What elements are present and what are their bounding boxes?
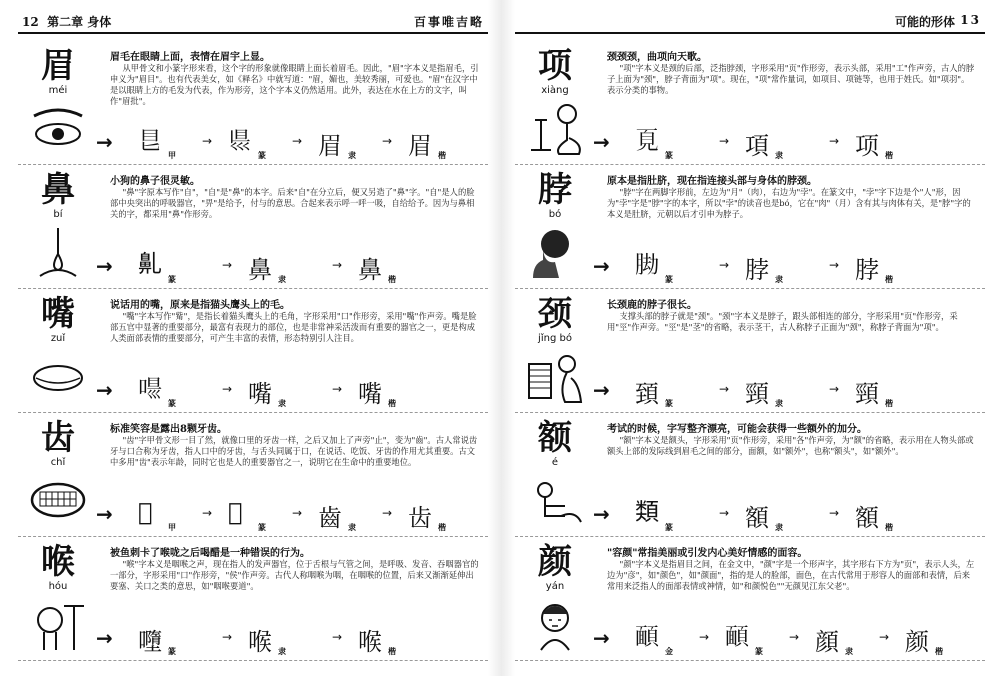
script-evolution xyxy=(96,620,486,656)
stage-arrow-icon: → xyxy=(829,382,840,396)
headword-char: 额 xyxy=(538,418,572,458)
script-stage-label: 篆 xyxy=(665,150,673,160)
headword-pinyin: chǐ xyxy=(50,457,66,468)
nose-icon xyxy=(28,224,88,280)
script-stage-glyph: 齒 xyxy=(318,504,342,532)
script-stage-glyph: 眉 xyxy=(318,132,342,160)
stage-arrow-icon: → xyxy=(332,258,343,272)
script-stage-glyph: 𪗓 xyxy=(228,498,243,526)
evolution-arrow-icon: → xyxy=(96,502,113,526)
char-entry xyxy=(515,170,985,289)
headword-pinyin: méi xyxy=(48,85,68,96)
headword-pinyin: bó xyxy=(548,209,562,220)
script-stage-glyph: 項 xyxy=(745,132,769,160)
script-stage-label: 楷 xyxy=(388,646,396,656)
entry-title: 标准笑容是露出8颗牙齿。 xyxy=(110,424,227,435)
entry-description: "颜"字本义是指眉目之间，在金文中，"颜"字是一个形声字，其字形右下方为"页"，表示人头，左边为"彦"，如"颜色"，如"颜面"，指的是人的脸部，面色，在古代常用于形容人的面部和表情，后来常用来泛指人的面部表情或神情，如"和颜悦色""无颜见江东父老"。 xyxy=(607,559,975,591)
script-stage-glyph: 𩑋 xyxy=(635,127,659,155)
script-stage-glyph: 𦛕 xyxy=(635,251,659,279)
script-stage-label: 隶 xyxy=(845,646,853,656)
script-stage-label: 甲 xyxy=(168,522,176,532)
char-entry xyxy=(18,542,488,661)
entry-description: "喉"字本义是咽喉之声，现在指人的发声器官，位于舌根与气管之间，是呼吸、发音、吞咽器官的一部分，字形采用"口"作形旁，"侯"作声旁。古代人称咽喉为咽，在咽喉的位置，后来又渐渐延伸出要塞、关口之类的意思，如"咽喉要道"。 xyxy=(110,559,479,591)
script-stage-glyph: 颜 xyxy=(905,628,929,656)
script-stage-label: 楷 xyxy=(885,274,893,284)
stage-arrow-icon: → xyxy=(292,134,303,148)
stage-arrow-icon: → xyxy=(292,506,303,520)
script-stage-label: 楷 xyxy=(885,150,893,160)
script-stage-label: 篆 xyxy=(168,398,176,408)
script-stage-label: 隶 xyxy=(775,274,783,284)
neck-back-icon xyxy=(525,100,585,156)
headword-char: 脖 xyxy=(538,170,572,210)
char-entry xyxy=(18,46,488,165)
eye-brow-icon xyxy=(28,100,88,156)
stage-arrow-icon: → xyxy=(789,630,800,644)
mouth-icon xyxy=(28,348,88,404)
script-stage-glyph: 𥃩 xyxy=(138,127,162,155)
stage-arrow-icon: → xyxy=(222,382,233,396)
script-stage-label: 隶 xyxy=(278,398,286,408)
headword-char: 鼻 xyxy=(41,170,75,210)
stage-arrow-icon: → xyxy=(332,630,343,644)
book-gutter xyxy=(488,0,515,676)
char-entry xyxy=(18,294,488,413)
script-stage-label: 篆 xyxy=(665,274,673,284)
entry-title: 小狗的鼻子很灵敏。 xyxy=(110,176,200,187)
script-stage-label: 楷 xyxy=(885,398,893,408)
script-evolution xyxy=(593,124,983,160)
evolution-arrow-icon: → xyxy=(593,502,610,526)
script-stage-glyph: 𩔁 xyxy=(725,623,749,651)
script-stage-glyph: 喉 xyxy=(358,628,382,656)
script-evolution xyxy=(593,620,983,656)
script-stage-label: 隶 xyxy=(775,150,783,160)
script-stage-glyph: 頸 xyxy=(855,380,879,408)
script-stage-glyph: 项 xyxy=(855,132,879,160)
headword-char: 眉 xyxy=(41,46,75,86)
script-stage-label: 金 xyxy=(665,646,673,656)
right-page-number: 13 xyxy=(960,13,981,27)
script-stage-label: 隶 xyxy=(278,646,286,656)
stage-arrow-icon: → xyxy=(382,134,393,148)
evolution-arrow-icon: → xyxy=(96,130,113,154)
script-stage-label: 篆 xyxy=(755,646,763,656)
stage-arrow-icon: → xyxy=(829,506,840,520)
char-entry xyxy=(515,418,985,537)
script-stage-glyph: 眉 xyxy=(408,132,432,160)
script-stage-glyph: 嘴 xyxy=(358,380,382,408)
headword-pinyin: yán xyxy=(545,581,565,592)
entry-description: "项"字本义是颈的后部，泛指脖颈，字形采用"页"作形旁，表示头部，采用"工"作声旁，古人的脖子上面为"颈"，脖子背面为"项"。现在，"项"常作量词，如项目、项链等，也用于姓氏。如"项羽"。表示分类的事物。 xyxy=(607,63,975,95)
headword-pinyin: jǐng bó xyxy=(538,333,572,344)
script-stage-glyph: 𩔖 xyxy=(635,498,659,526)
entry-description: "齿"字甲骨文形一目了然，就像口里的牙齿一样，之后又加上了声旁"止"，变为"齒"。古人常说齿牙与口合称为牙齿，指人口中的牙齿，与舌头同属于口，在说话、吃饭、牙齿的作用尤其重要。古文中多用"齿"表示年龄，同时它也是人的重要器官之一，说明它在生命中的重要地位。 xyxy=(110,435,478,467)
stage-arrow-icon: → xyxy=(222,258,233,272)
teeth-icon xyxy=(28,472,88,528)
stage-arrow-icon: → xyxy=(382,506,393,520)
evolution-arrow-icon: → xyxy=(96,378,113,402)
script-stage-glyph: 額 xyxy=(745,504,769,532)
script-evolution xyxy=(593,372,983,408)
entry-title: 说话用的嘴，原来是指猫头鹰头上的毛。 xyxy=(110,300,290,311)
evolution-arrow-icon: → xyxy=(593,626,610,650)
script-stage-label: 甲 xyxy=(168,150,176,160)
script-stage-label: 楷 xyxy=(438,522,446,532)
script-stage-glyph: 顔 xyxy=(815,628,839,656)
char-entry xyxy=(515,46,985,165)
entry-title: 考试的时候，字写整齐漂亮，可能会获得一些额外的加分。 xyxy=(607,424,867,435)
stage-arrow-icon: → xyxy=(222,630,233,644)
script-stage-label: 楷 xyxy=(935,646,943,656)
script-stage-glyph: 𩒐 xyxy=(635,380,659,408)
stage-arrow-icon: → xyxy=(719,506,730,520)
script-evolution xyxy=(96,124,486,160)
script-stage-glyph: 𥄉 xyxy=(228,127,252,155)
left-book-title: 百事唯吉略 xyxy=(413,15,484,29)
char-entry xyxy=(515,294,985,413)
entry-title: 颈颈颈，曲项向天歌。 xyxy=(607,52,707,63)
script-stage-glyph: 𪖐 xyxy=(138,250,162,278)
headword-char: 颜 xyxy=(538,542,572,582)
stage-arrow-icon: → xyxy=(719,258,730,272)
stage-arrow-icon: → xyxy=(699,630,710,644)
entry-description: "鼻"字原本写作"自"，"自"是"鼻"的本字。后来"自"在分立后，便又另造了"鼻"字。"自"是人的脸部中央突出的呼吸器官，"畀"是给予，付与的意思。合起来表示呼一呼一吸，自给给予。因为与鼻相关的字，都采用"鼻"作形旁。 xyxy=(110,187,475,219)
headword-char: 嘴 xyxy=(41,294,75,334)
script-stage-label: 篆 xyxy=(258,150,266,160)
woman-face-icon xyxy=(525,596,585,652)
entry-title: 原本是指肚脐，现在指连接头部与身体的脖颈。 xyxy=(607,176,817,187)
char-entry xyxy=(515,542,985,661)
headword-pinyin: zuǐ xyxy=(50,333,66,344)
script-stage-glyph: 鼻 xyxy=(358,256,382,284)
script-stage-label: 楷 xyxy=(885,522,893,532)
headword-pinyin: é xyxy=(551,457,559,468)
script-stage-label: 隶 xyxy=(278,274,286,284)
script-stage-glyph: 頸 xyxy=(745,380,769,408)
left-page-number-chapter: 12 第二章 身体 xyxy=(22,15,112,29)
evolution-arrow-icon: → xyxy=(593,254,610,278)
script-stage-label: 楷 xyxy=(438,150,446,160)
script-evolution xyxy=(96,248,486,284)
script-stage-glyph: 脖 xyxy=(855,256,879,284)
left-page-header xyxy=(18,10,488,34)
evolution-arrow-icon: → xyxy=(593,378,610,402)
char-entry xyxy=(18,170,488,289)
script-stage-label: 篆 xyxy=(258,522,266,532)
evolution-arrow-icon: → xyxy=(96,254,113,278)
entry-title: 眉毛在眼睛上面，表情在眉宇上显。 xyxy=(110,52,270,63)
script-stage-glyph: 𠸵 xyxy=(138,375,162,403)
script-stage-glyph: 𠚕 xyxy=(138,498,153,526)
stage-arrow-icon: → xyxy=(829,258,840,272)
script-stage-glyph: 嘴 xyxy=(248,380,272,408)
entry-description: 支撑头部的脖子就是"颈"。"颈"字本义是脖子，跟头部相连的部分，字形采用"页"作形旁，采用"巠"作声旁。"巠"是"茎"的省略，表示茎干，古人称脖子正面为"颈"，称脖子背面为"项"。 xyxy=(607,311,958,332)
evolution-arrow-icon: → xyxy=(96,626,113,650)
script-stage-glyph: 脖 xyxy=(745,256,769,284)
script-stage-label: 篆 xyxy=(665,522,673,532)
right-page xyxy=(515,0,985,676)
script-evolution xyxy=(593,496,983,532)
entry-description: "脖"字在两脚字形前，左边为"月"（肉），右边为"孛"。在篆文中，"孛"字下边是个"人"形，因为"孛"字是"脖"字的本字，所以"孛"的读音也是bó，它在"肉"（月）含有其与肉体有关，是"脖"字的本义是肚脐，元朝以后才引申为脖子。 xyxy=(607,187,971,219)
stage-arrow-icon: → xyxy=(202,134,213,148)
script-stage-label: 篆 xyxy=(168,274,176,284)
left-page xyxy=(18,0,488,676)
headword-pinyin: hóu xyxy=(48,581,68,592)
script-evolution xyxy=(96,372,486,408)
evolution-arrow-icon: → xyxy=(593,130,610,154)
headword-char: 齿 xyxy=(41,418,75,458)
script-stage-label: 篆 xyxy=(168,646,176,656)
entry-title: 被鱼刺卡了喉咙之后喝醋是一种错误的行为。 xyxy=(110,548,310,559)
script-stage-glyph: 𩔁 xyxy=(635,623,659,651)
script-evolution xyxy=(96,496,486,532)
headword-char: 颈 xyxy=(538,294,572,334)
stage-arrow-icon: → xyxy=(879,630,890,644)
throat-icon xyxy=(28,596,88,652)
entry-description: "嘴"字本写作"觜"，是指长着猫头鹰头上的毛角，字形采用"口"作形旁，采用"嘴"作声旁。嘴是脸部五官中显著的重要部分，最富有表现力的部位，也是非常神采活泼而有重要的器官之一，更是构成人类面部表情的重要部分，可产生丰富的表情，形态特别引人注目。 xyxy=(110,311,477,343)
right-book-title: 可能的形体 xyxy=(894,15,955,29)
entry-description: 从甲骨文和小篆字形来看，这个字的形象就像眼睛上面长着眉毛。因此，"眉"字本义是指眉毛，引申义为"眉目"。也有代表美女，如《释名》中就写道："眉，媚也，美较秀丽，可爱也。"眉"在汉字中是以眼睛上方的毛发为代表，作为形旁，这个字本义仍然适用。此外，表达在水在上方的文字，叫作"眉批"。 xyxy=(110,63,479,106)
seated-person-icon xyxy=(525,348,585,404)
script-stage-label: 楷 xyxy=(388,398,396,408)
char-entry xyxy=(18,418,488,537)
script-stage-glyph: 額 xyxy=(855,504,879,532)
entry-title: 长颈鹿的脖子很长。 xyxy=(607,300,697,311)
script-stage-label: 楷 xyxy=(388,274,396,284)
script-stage-label: 篆 xyxy=(665,398,673,408)
script-evolution xyxy=(593,248,983,284)
script-stage-label: 隶 xyxy=(348,150,356,160)
kneeling-person-icon xyxy=(525,472,585,528)
right-page-header xyxy=(515,10,985,34)
script-stage-label: 隶 xyxy=(348,522,356,532)
script-stage-glyph: 齿 xyxy=(408,504,432,532)
stage-arrow-icon: → xyxy=(332,382,343,396)
person-profile-icon xyxy=(525,224,585,280)
headword-pinyin: bí xyxy=(53,209,63,220)
entry-description: "额"字本义是额头，字形采用"页"作形旁，采用"各"作声旁，为"额"的省略，表示用在人物头部或额头上部的发际线到眉毛之间的部分，面额，如"额外"，也称"额头"，如"额外"。 xyxy=(607,435,974,456)
stage-arrow-icon: → xyxy=(719,382,730,396)
script-stage-glyph: 鼻 xyxy=(248,256,272,284)
headword-char: 项 xyxy=(538,46,572,86)
script-stage-label: 隶 xyxy=(775,522,783,532)
stage-arrow-icon: → xyxy=(829,134,840,148)
script-stage-glyph: 喉 xyxy=(248,628,272,656)
script-stage-label: 隶 xyxy=(775,398,783,408)
stage-arrow-icon: → xyxy=(719,134,730,148)
headword-char: 喉 xyxy=(41,542,75,582)
headword-pinyin: xiàng xyxy=(541,85,569,96)
entry-title: "容颜"常指美丽或引发内心美好情感的面容。 xyxy=(607,548,808,559)
script-stage-glyph: 𡃏 xyxy=(138,628,162,656)
stage-arrow-icon: → xyxy=(202,506,213,520)
